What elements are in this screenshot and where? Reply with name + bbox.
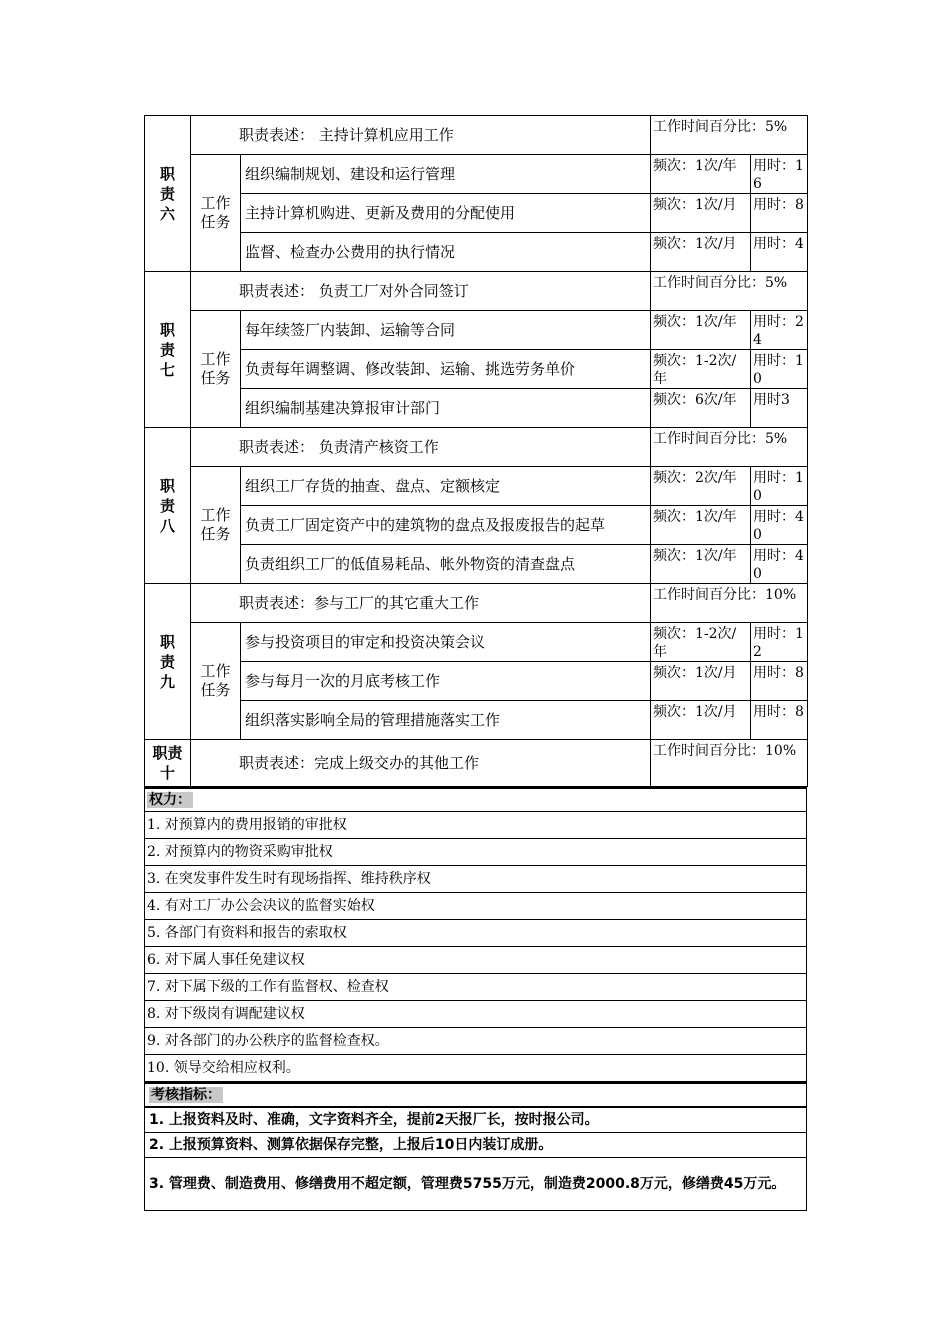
task-text: 主持计算机购进、更新及费用的分配使用 bbox=[241, 194, 651, 233]
task-label: 工作 任务 bbox=[191, 155, 241, 272]
job-description-document bbox=[144, 115, 807, 1211]
duty-row bbox=[145, 272, 808, 311]
task-text: 组织工厂存货的抽查、盘点、定额核定 bbox=[241, 467, 651, 506]
time-percent: 工作时间百分比：5% bbox=[651, 116, 808, 155]
duty-description: 职责表述：参与工厂的其它重大工作 bbox=[191, 584, 651, 623]
task-text: 组织落实影响全局的管理措施落实工作 bbox=[241, 701, 651, 740]
task-text: 负责每年调整调、修改装卸、运输、挑选劳务单价 bbox=[241, 350, 651, 389]
power-item: 10. 领导交给相应权利。 bbox=[145, 1055, 807, 1082]
time-percent: 工作时间百分比：5% bbox=[651, 428, 808, 467]
task-row bbox=[145, 545, 808, 584]
task-row bbox=[145, 155, 808, 194]
kpi-item: 3. 管理费、制造费用、修缮费用不超定额，管理费5755万元，制造费2000.8万元，修缮费45万元。 bbox=[145, 1158, 807, 1211]
powers-heading: 权力： bbox=[145, 788, 807, 812]
task-text: 组织编制规划、建设和运行管理 bbox=[241, 155, 651, 194]
task-hours: 用时：4 bbox=[751, 233, 808, 272]
task-text: 组织编制基建决算报审计部门 bbox=[241, 389, 651, 428]
kpi-item: 1. 上报资料及时、准确，文字资料齐全，提前2天报厂长，按时报公司。 bbox=[145, 1107, 807, 1133]
task-row bbox=[145, 701, 808, 740]
duty-label: 职责 十 bbox=[145, 740, 191, 787]
task-text: 负责组织工厂的低值易耗品、帐外物资的清查盘点 bbox=[241, 545, 651, 584]
task-row bbox=[145, 350, 808, 389]
task-frequency: 频次：6次/年 bbox=[651, 389, 751, 428]
task-frequency: 频次：1次/月 bbox=[651, 662, 751, 701]
task-row bbox=[145, 467, 808, 506]
task-text: 负责工厂固定资产中的建筑物的盘点及报废报告的起草 bbox=[241, 506, 651, 545]
duty-row bbox=[145, 584, 808, 623]
power-item: 3. 在突发事件发生时有现场指挥、维持秩序权 bbox=[145, 866, 807, 893]
task-row bbox=[145, 623, 808, 662]
duty-row bbox=[145, 428, 808, 467]
task-hours: 用时：10 bbox=[751, 467, 808, 506]
task-frequency: 频次：1-2次/年 bbox=[651, 623, 751, 662]
task-text: 每年续签厂内装卸、运输等合同 bbox=[241, 311, 651, 350]
duty-description: 职责表述： 负责清产核资工作 bbox=[191, 428, 651, 467]
power-item: 8. 对下级岗有调配建议权 bbox=[145, 1001, 807, 1028]
task-hours: 用时：12 bbox=[751, 623, 808, 662]
task-row bbox=[145, 662, 808, 701]
power-item: 2. 对预算内的物资采购审批权 bbox=[145, 839, 807, 866]
task-text: 参与每月一次的月底考核工作 bbox=[241, 662, 651, 701]
duty-row bbox=[145, 116, 808, 155]
task-row bbox=[145, 389, 808, 428]
duty-row-10 bbox=[145, 740, 808, 787]
task-frequency: 频次：1次/月 bbox=[651, 701, 751, 740]
task-hours: 用时：8 bbox=[751, 701, 808, 740]
power-item: 6. 对下属人事任免建议权 bbox=[145, 947, 807, 974]
time-percent: 工作时间百分比：10% bbox=[651, 584, 808, 623]
task-frequency: 频次：1次/月 bbox=[651, 194, 751, 233]
task-text: 参与投资项目的审定和投资决策会议 bbox=[241, 623, 651, 662]
duty-description: 职责表述：完成上级交办的其他工作 bbox=[191, 740, 651, 787]
task-hours: 用时：24 bbox=[751, 311, 808, 350]
duties-table bbox=[144, 115, 808, 787]
task-label: 工作 任务 bbox=[191, 467, 241, 584]
kpi-heading: 考核指标： bbox=[145, 1083, 807, 1107]
task-row bbox=[145, 194, 808, 233]
duty-description: 职责表述： 主持计算机应用工作 bbox=[191, 116, 651, 155]
power-item: 5. 各部门有资料和报告的索取权 bbox=[145, 920, 807, 947]
power-item: 1. 对预算内的费用报销的审批权 bbox=[145, 812, 807, 839]
time-percent: 工作时间百分比：5% bbox=[651, 272, 808, 311]
task-frequency: 频次：1次/年 bbox=[651, 545, 751, 584]
task-label: 工作 任务 bbox=[191, 311, 241, 428]
power-item: 4. 有对工厂办公会决议的监督实始权 bbox=[145, 893, 807, 920]
task-hours: 用时：40 bbox=[751, 506, 808, 545]
task-label: 工作 任务 bbox=[191, 623, 241, 740]
task-frequency: 频次：1次/年 bbox=[651, 155, 751, 194]
task-row bbox=[145, 233, 808, 272]
task-frequency: 频次：1次/年 bbox=[651, 311, 751, 350]
power-item: 7. 对下属下级的工作有监督权、检查权 bbox=[145, 974, 807, 1001]
task-frequency: 频次：1-2次/年 bbox=[651, 350, 751, 389]
task-hours: 用时：8 bbox=[751, 662, 808, 701]
task-row bbox=[145, 506, 808, 545]
task-frequency: 频次：1次/月 bbox=[651, 233, 751, 272]
power-item: 9. 对各部门的办公秩序的监督检查权。 bbox=[145, 1028, 807, 1055]
task-hours: 用时：16 bbox=[751, 155, 808, 194]
powers-table bbox=[144, 787, 807, 1082]
kpi-table bbox=[144, 1082, 807, 1211]
task-frequency: 频次：1次/年 bbox=[651, 506, 751, 545]
duty-label: 职 责 六 bbox=[145, 116, 191, 272]
task-row bbox=[145, 311, 808, 350]
task-hours: 用时：8 bbox=[751, 194, 808, 233]
duty-label: 职 责 八 bbox=[145, 428, 191, 584]
duty-description: 职责表述： 负责工厂对外合同签订 bbox=[191, 272, 651, 311]
kpi-item: 2. 上报预算资料、测算依据保存完整，上报后10日内装订成册。 bbox=[145, 1133, 807, 1158]
time-percent: 工作时间百分比：10% bbox=[651, 740, 808, 787]
task-hours: 用时：10 bbox=[751, 350, 808, 389]
task-frequency: 频次：2次/年 bbox=[651, 467, 751, 506]
task-text: 监督、检查办公费用的执行情况 bbox=[241, 233, 651, 272]
duty-label: 职 责 七 bbox=[145, 272, 191, 428]
task-hours: 用时3 bbox=[751, 389, 808, 428]
task-hours: 用时：40 bbox=[751, 545, 808, 584]
duty-label: 职 责 九 bbox=[145, 584, 191, 740]
